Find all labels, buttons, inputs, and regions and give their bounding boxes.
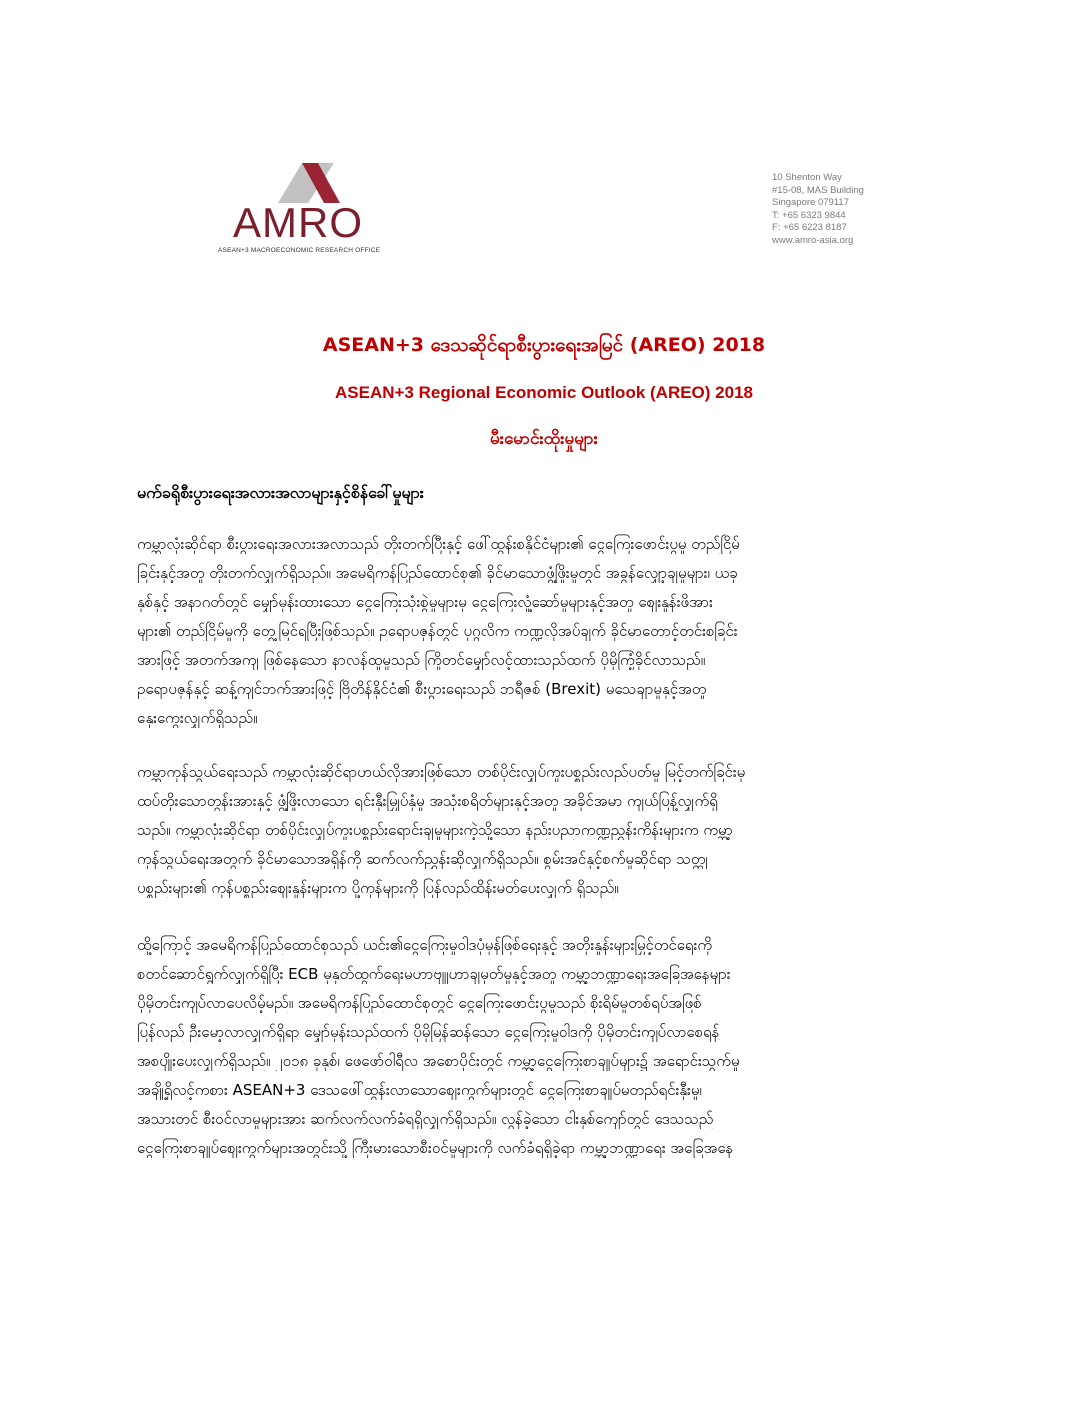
website-link[interactable]: www.amro-asia.org bbox=[772, 234, 854, 246]
paragraph-line: ထပ်တိုးသောတွန်းအားနှင့် ဖွံ့ဖြိုးလာသော ရင်းနှီးမြှုပ်နှံမှု အသုံးစရိတ်များနှင့်အတူ အခိုင်အမာ ကျယ်ပြန့်လျှက်ရှိ bbox=[137, 792, 718, 810]
paragraph-line: ကုန်သွယ်ရေးအတွက် ခိုင်မာသောအရှိန်ကို ဆက်လက်ညွှန်းဆိုလျှက်ရှိသည်။ စွမ်းအင်နှင့်စက်မှုဆိုင်ရာ သတ္တု bbox=[137, 850, 708, 868]
paragraph-line: နှစ်နှင့် အနာဂတ်တွင် မျှော်မှန်းထားသော ငွေကြေးသုံးစွဲမှုများမှ ငွေကြေးလှုံ့ဆော်မှုများနှင့်အတူ စျေးနှုန်းဖိအား bbox=[137, 593, 713, 611]
paragraph-line: ဥရောပဇုန်နှင့် ဆန့်ကျင်ဘက်အားဖြင့် ဗြိတိန်နိုင်ငံ၏ စီးပွားရေးသည် ဘရီဇစ် (Brexit) မသေချာမှုနှင့်အတူ bbox=[137, 680, 707, 698]
address-line: Singapore 079117 bbox=[772, 197, 849, 208]
paragraph-line: သည်။ ကမ္ဘာလုံးဆိုင်ရာ တစ်ပိုင်းလျှပ်ကူးပစ္စည်းရောင်းချမှုများကဲ့သို့သော နည်းပညာကဏ္ဍညွှန်းကိန်းများက ကမ္ဘာ့ bbox=[137, 821, 733, 839]
amro-logo bbox=[216, 163, 380, 259]
title-english: ASEAN+3 Regional Economic Outlook (AREO) 2018 bbox=[334, 383, 753, 402]
paragraph-line: ပစ္စည်းများ၏ ကုန်ပစ္စည်းစျေးနှုန်းများက ပို့ကုန်များကို ပြန်လည်ထိန်းမတ်ပေးလျှက် ရှိသည်။ bbox=[137, 879, 619, 897]
key-messages-heading: မီးမောင်းထိုးမှုများ bbox=[490, 429, 598, 449]
paragraph-line: ထို့ကြောင့် အမေရိကန်ပြည်ထောင်စုသည် ယင်း၏ငွေကြေးမူဝါဒပုံမှန်ဖြစ်ရေးနှင့် အတိုးနှုန်းများမြှင့်တင်ရေးကို bbox=[137, 936, 713, 954]
paragraph-line: ပိုမိုတင်းကျပ်လာပေလိမ့်မည်။ အမေရိကန်ပြည်ထောင်စုတွင် ငွေကြေးဖောင်းပွမှုသည် စိုးရိမ်မှုတစ်ရပ်အဖြစ် bbox=[137, 994, 702, 1012]
paragraph-line: နှေးကွေးလျှက်ရှိသည်။ bbox=[137, 709, 258, 727]
fax-line: F: +65 6223 8187 bbox=[772, 222, 847, 233]
paragraph-line: အချို့ရှိလင့်ကစား ASEAN+3 ဒေသဖေါ်ထွန်းလာသောစျေးကွက်များတွင် ငွေကြေးစာချုပ်မတည်ရင်းနှီးမှု၊ bbox=[137, 1081, 702, 1099]
paragraph-line: ငွေကြေးစာချုပ်စျေးကွက်များအတွင်းသို့ ကြီးမားသောစီးဝင်မှုများကို လက်ခံရရှိခဲ့ရာ ကမ္ဘာ့ဘဏ္ဍာရေး အခြေအနေ bbox=[137, 1139, 734, 1157]
paragraph-line: ကမ္ဘာလုံးဆိုင်ရာ စီးပွားရေးအလားအလာသည် တိုးတက်ပြီးနှင့် ဖေါ်ထွန်းစနိုင်ငံများ၏ ငွေကြေးဖောင်းပွမှု တည်ငြိမ် bbox=[137, 535, 740, 553]
paragraph-line: အစပျိုးပေးလျှက်ရှိသည်။ ၂၀၁၈ ခုနှစ်၊ ဖေဖော်ဝါရီလ အစောပိုင်းတွင် ကမ္ဘာ့ငွေကြေးစာချုပ်များ၌ အရောင်းသွက်မှု bbox=[137, 1052, 740, 1070]
logo-wordmark: AMRO bbox=[233, 199, 363, 246]
paragraph-line: အားဖြင့် အတက်အကျ ဖြစ်နေသော နာလန်ထူမှုသည် ကြိုတင်မျှော်လင့်ထားသည်ထက် ပိုမိုကြံ့ခိုင်လာသည်။ bbox=[137, 651, 706, 669]
address-line: #15-08, MAS Building bbox=[772, 184, 864, 196]
address-block bbox=[772, 172, 864, 247]
address-line: 10 Shenton Way bbox=[772, 172, 842, 183]
paragraph-line: ပြန်လည် ဦးမော့လာလျှက်ရှိရာ မျှော်မှန်းသည်ထက် ပိုမိုမြန်ဆန်သော ငွေကြေးမူဝါဒကို ပိုမိုတင်းကျပ်လာစေရန် bbox=[137, 1023, 720, 1041]
logo-tagline: ASEAN+3 MACROECONOMIC RESEARCH OFFICE bbox=[218, 247, 381, 254]
paragraph-line: ခြင်းနှင့်အတူ တိုးတက်လျှက်ရှိသည်။ အမေရိကန်ပြည်ထောင်စု၏ ခိုင်မာသောဖွံ့ဖြိုးမှုတွင် အခွန်လျှော့ချမှုများ၊ ယခု bbox=[137, 564, 738, 582]
paragraph-line: စတင်ဆောင်ရွက်လျှက်ရှိပြီး ECB မှနုတ်ထွက်ရေးမဟာဗျူဟာချမှတ်မှုနှင့်အတူ ကမ္ဘာ့ဘဏ္ဍာရေးအခြေအနေများ bbox=[137, 965, 731, 983]
section-heading: မက်ခရိုစီးပွားရေးအလားအလာများနှင့်စိန်ခေါ်မှုများ bbox=[137, 483, 424, 502]
paragraph-line: အသားတင် စီးဝင်လာမှုများအား ဆက်လက်လက်ခံရရှိလျှက်ရှိသည်။ လွန်ခဲ့သော ငါးနှစ်ကျော်တွင် ဒေသသည် bbox=[137, 1110, 714, 1128]
title-burmese: ASEAN+3 ဒေသဆိုင်ရာစီးပွားရေးအမြင် (AREO) 2018 bbox=[322, 334, 766, 356]
paragraph-line: များ၏ တည်ငြိမ်မှုကို တွေ့မြင်ရပြီးဖြစ်သည်။ ဥရောပဇုန်တွင် ပုဂ္ဂလိက ကဏ္ဍလိုအပ်ချက် ခိုင်မာတောင့်တင်းစခြင်း bbox=[137, 622, 738, 640]
phone-line: T: +65 6323 9844 bbox=[772, 209, 846, 221]
paragraph-line: ကမ္ဘာကုန်သွယ်ရေးသည် ကမ္ဘာလုံးဆိုင်ရာဟယ်လိုအားဖြစ်သော တစ်ပိုင်းလျှပ်ကူးပစ္စည်းလည်ပတ်မှု မြင့်တက်ခြင်းမှ bbox=[137, 763, 746, 781]
